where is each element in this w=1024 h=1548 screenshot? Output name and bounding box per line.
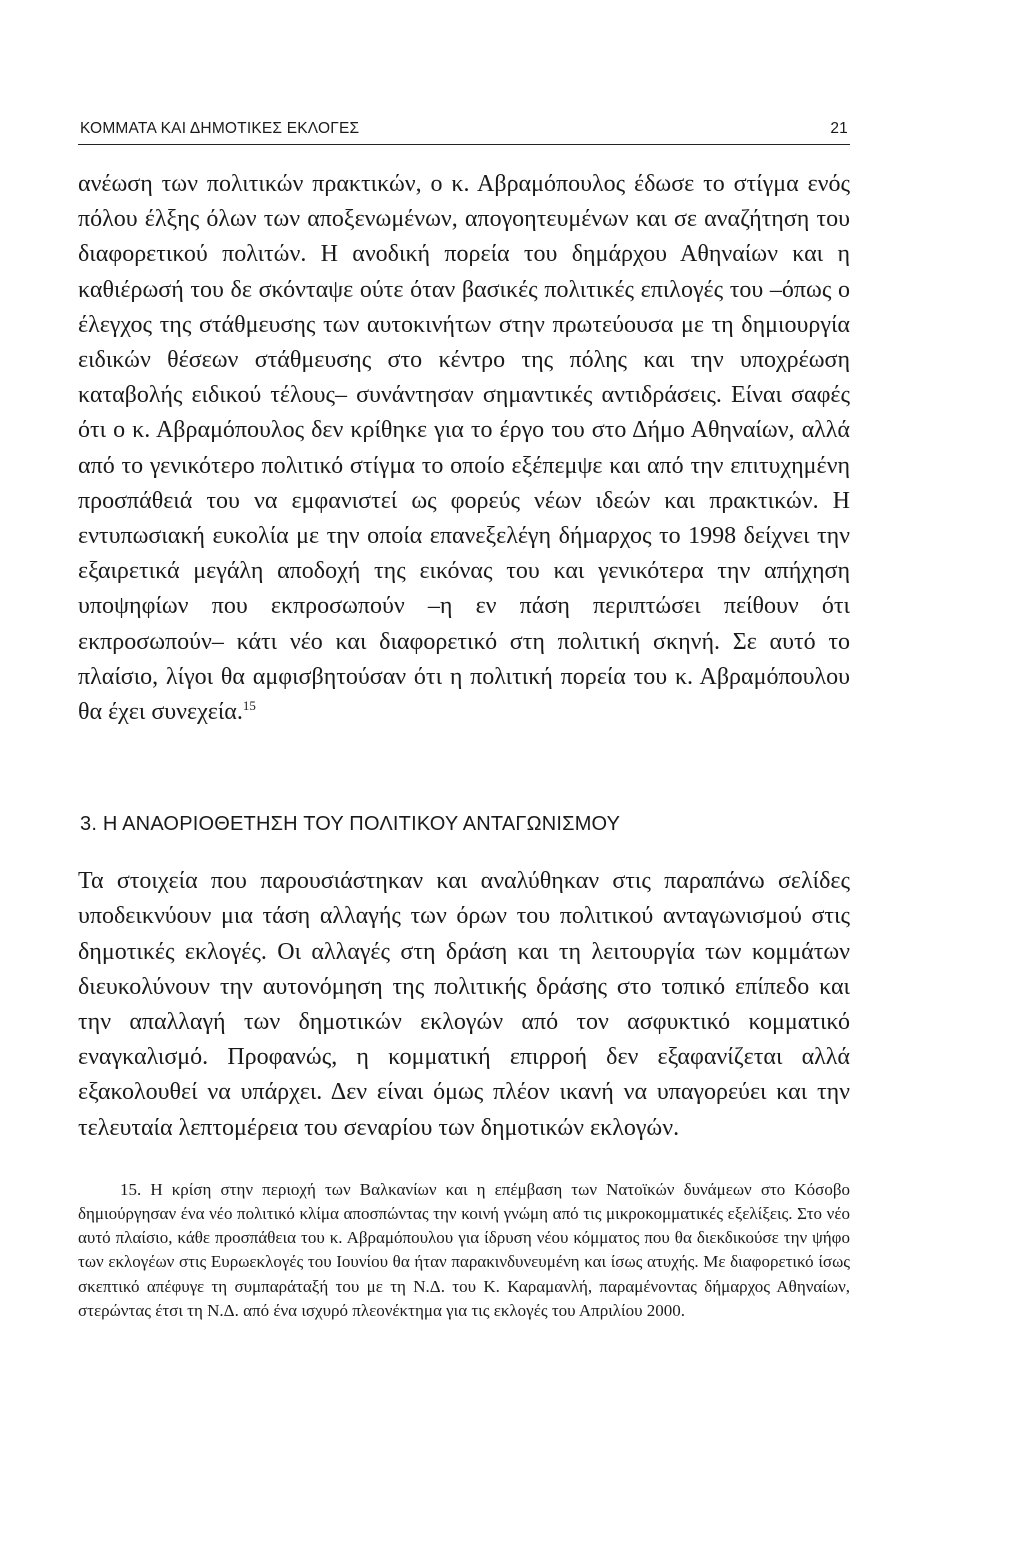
page-number: 21 — [830, 120, 848, 137]
body-paragraph — [78, 167, 850, 730]
section-heading: 3. Η ΑΝΑΟΡΙΟΘΕΤΗΣΗ ΤΟΥ ΠΟΛΙΤΙΚΟΥ ΑΝΤΑΓΩΝΙΣΜΟΥ — [80, 813, 621, 836]
footnote-number: 15. — [120, 1179, 142, 1199]
body-paragraph — [78, 864, 850, 1146]
footnote — [78, 1178, 850, 1323]
footnote-text: Η κρίση στην περιοχή των Βαλκανίων και η επέμβαση των Νατοϊκών δυνάμεων στο Κόσοβο δημιούργησαν ένα νέο πολιτικό κλίμα αποσπώντας την κοινή γνώμη από τις μικροκομματικές εξελίξεις. Στο νέο αυτό πλαίσιο, κάθε προσπάθεια του κ. Αβραμόπουλου για ίδρυση νέου κόμματος που θα διεκδικούσε την ψήφο των εκλογέων στις Ευρωεκλογές του Ιουνίου θα ήταν παρακινδυνευμένη και ίσως ατυχής. Με διαφορετικό ίσως σκεπτικό απέφυγε τη συμπαράταξή του με τη Ν.Δ. του Κ. Καραμανλή, παραμένοντας δήμαρχος Αθηναίων, στερώντας έτσι τη Ν.Δ. από ένα ισχυρό πλεονέκτημα για τις εκλογές του Απριλίου 2000. — [78, 1179, 850, 1320]
book-page — [78, 120, 850, 1323]
paragraph-text: ανέωση των πολιτικών πρακτικών, ο κ. Αβραμόπουλος έδωσε το στίγμα ενός πόλου έλξης όλων των αποξενωμένων, απογοητευμένων και σε αναζήτηση του διαφορετικού πολιτών. Η ανοδική πορεία του δημάρχου Αθηναίων και η καθιέρωσή του δε σκόνταψε ούτε όταν βασικές πολιτικές επιλογές του –όπως ο έλεγχος της στάθμευσης των αυτοκινήτων στην πρωτεύουσα με τη δημιουργία ειδικών θέσεων στάθμευσης στο κέντρο της πόλης και την υποχρέωση καταβολής ειδικού τέλους– συνάντησαν σημαντικές αντιδράσεις. Είναι σαφές ότι ο κ. Αβραμόπουλος δεν κρίθηκε για το έργο του στο Δήμο Αθηναίων, αλλά από το γενικότερο πολιτικό στίγμα το οποίο εξέπεμψε και από την επιτυχημένη προσπάθειά του να εμφανιστεί ως φορεύς νέων ιδεών και πρακτικών. Η εντυπωσιακή ευκολία με την οποία επανεξελέγη δήμαρχος το 1998 δείχνει την εξαιρετικά μεγάλη αποδοχή της εικόνας του και γενικότερα την απήχηση υποψηφίων που εκπροσωπούν –η εν πάση περιπτώσει πείθουν ότι εκπροσωπούν– κάτι νέο και διαφορετικό στη πολιτική σκηνή. Σε αυτό το πλαίσιο, λίγοι θα αμφισβητούσαν ότι η πολιτική πορεία του κ. Αβραμόπουλου θα έχει συνεχεία. — [78, 171, 850, 726]
running-title: ΚΟΜΜΑΤΑ ΚΑΙ ΔΗΜΟΤΙΚΕΣ ΕΚΛΟΓΕΣ — [80, 120, 360, 137]
footnote-reference: 15 — [242, 698, 256, 714]
running-head — [78, 120, 850, 145]
paragraph-text: Τα στοιχεία που παρουσιάστηκαν και αναλύθηκαν στις παραπάνω σελίδες υποδεικνύουν μια τάση αλλαγής των όρων του πολιτικού ανταγωνισμού στις δημοτικές εκλογές. Οι αλλαγές στη δράση και τη λειτουργία των κομμάτων διευκολύνουν την αυτονόμηση της πολιτικής δράσης στο τοπικό επίπεδο και την απαλλαγή των δημοτικών εκλογών από τον ασφυκτικό κομματικό εναγκαλισμό. Προφανώς, η κομματική επιρροή δεν εξαφανίζεται αλλά εξακολουθεί να υπάρχει. Δεν είναι όμως πλέον ικανή να υπαγορεύει και την τελευταία λεπτομέρεια του σεναρίου των δημοτικών εκλογών. — [78, 868, 850, 1141]
